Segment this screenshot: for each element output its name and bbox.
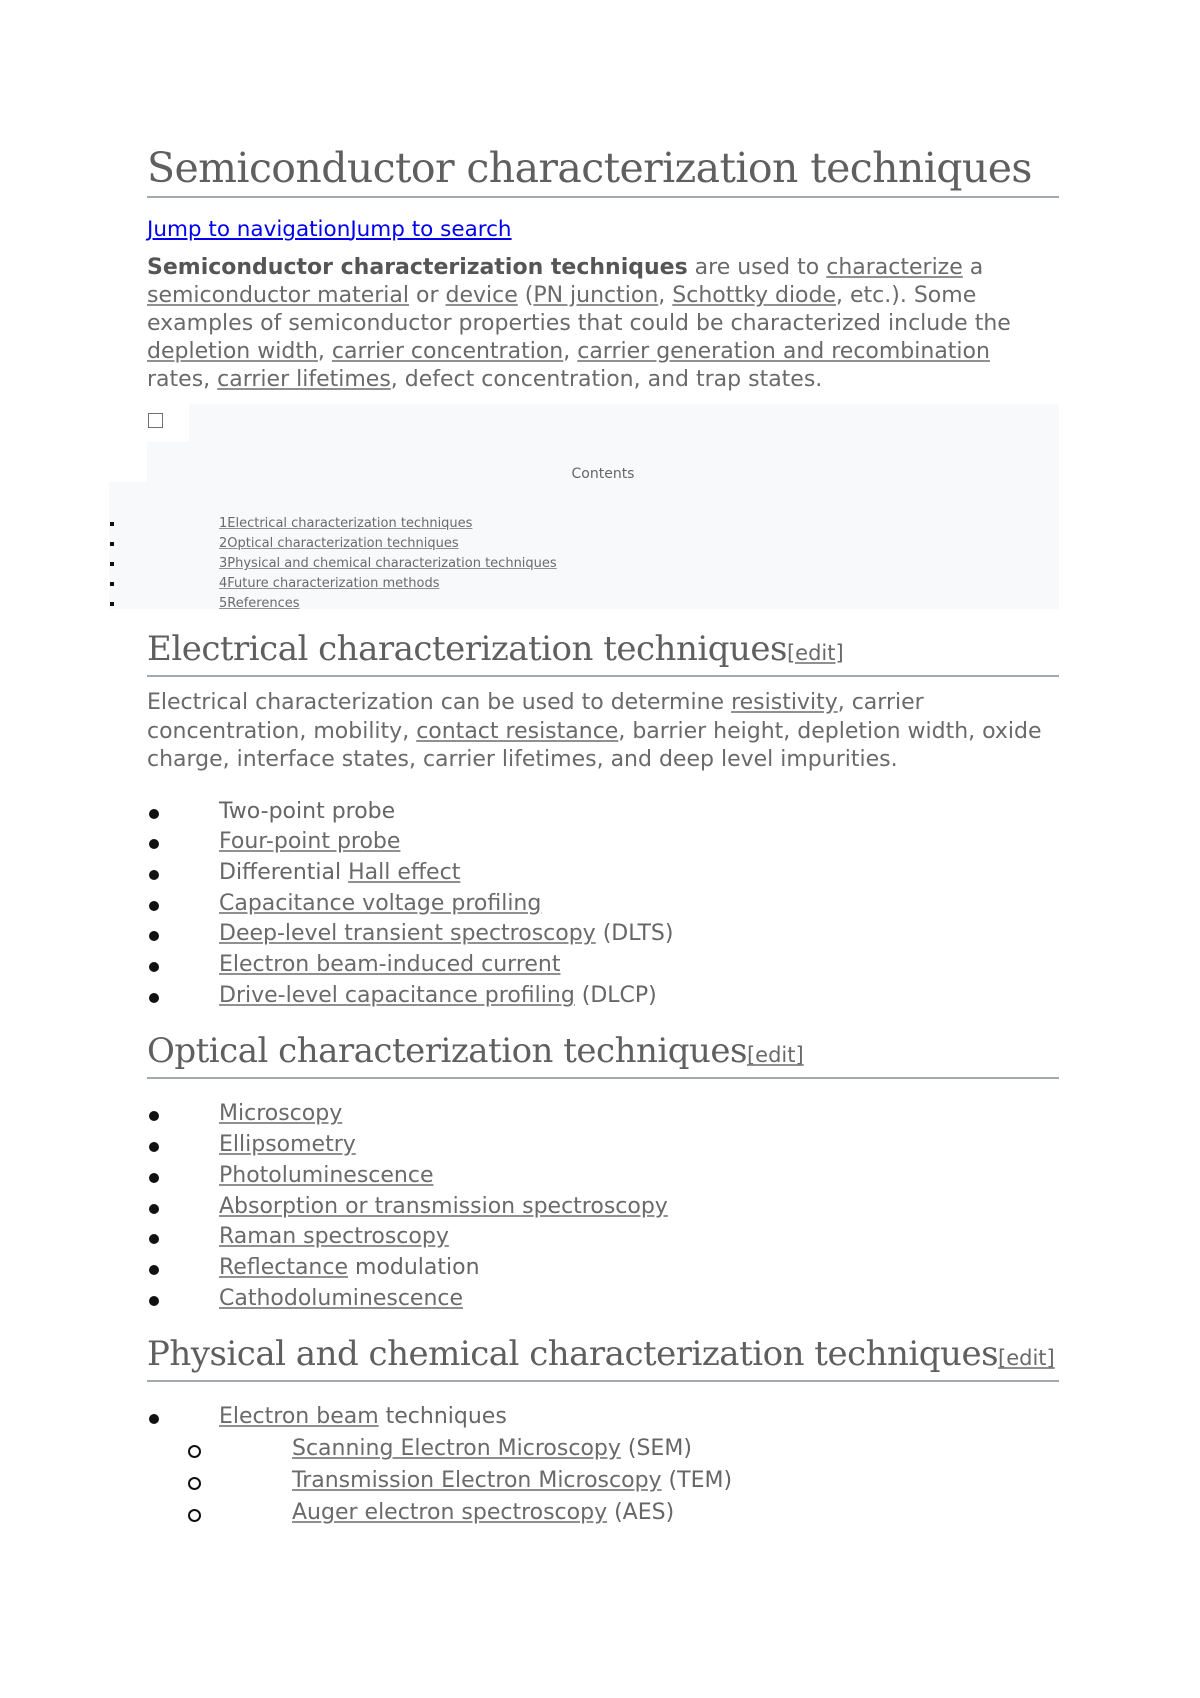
list-item-link[interactable]: Capacitance voltage profiling [219, 890, 542, 916]
intro-text: rates, [147, 367, 218, 392]
list-item [147, 827, 1059, 858]
circle-bullet-icon [188, 1477, 201, 1490]
list-item-text: techniques [378, 1404, 507, 1430]
bullet-icon [110, 582, 114, 586]
intro-text: are used to [687, 255, 827, 280]
electrical-paragraph [147, 689, 1059, 775]
list-item-link[interactable]: Electron beam-induced current [219, 952, 561, 978]
list-item [147, 1284, 1059, 1315]
toc-link[interactable]: 5References [219, 596, 300, 611]
bullet-icon [110, 522, 114, 526]
jump-to-navigation-link[interactable]: Jump to navigation [147, 217, 351, 242]
link-contact-resistance[interactable]: contact resistance [416, 718, 619, 744]
list-item-link[interactable]: Ellipsometry [219, 1132, 356, 1158]
intro-text: ( [517, 283, 534, 308]
list-item-link[interactable]: Raman spectroscopy [219, 1224, 449, 1250]
paragraph-text: , carrier concentration, mobility, [147, 690, 924, 744]
circle-bullet-icon [188, 1445, 201, 1458]
list-item-link[interactable]: Reflectance [219, 1254, 349, 1280]
toc-link[interactable]: 1Electrical characterization techniques [219, 516, 473, 531]
bullet-icon [149, 1234, 159, 1244]
link-carrier-lifetimes[interactable]: carrier lifetimes [217, 367, 391, 392]
list-item-link[interactable]: Transmission Electron Microscopy [292, 1468, 662, 1494]
jump-links [147, 216, 1059, 244]
bullet-icon [110, 562, 114, 566]
bullet-icon [149, 1414, 159, 1424]
list-item-text: (DLTS) [595, 921, 674, 947]
toc-toggle-checkbox[interactable] [148, 413, 163, 428]
link-device[interactable]: device [445, 283, 518, 308]
physical-techniques-list [147, 1402, 1059, 1529]
list-item [147, 1161, 1059, 1192]
paragraph-text: Electrical characterization can be used to determine [147, 690, 732, 715]
intro-text: , defect concentration, and trap states. [390, 367, 823, 392]
list-item-link[interactable]: Hall effect [348, 859, 461, 885]
bullet-icon [110, 542, 114, 546]
bullet-icon [149, 1111, 159, 1121]
list-item-link[interactable]: Photoluminescence [219, 1162, 434, 1188]
link-pn-junction[interactable]: PN junction [533, 283, 659, 308]
section-heading-electrical [147, 627, 1059, 677]
list-item-link[interactable]: Auger electron spectroscopy [292, 1500, 608, 1526]
bullet-icon [149, 839, 159, 849]
bullet-icon [149, 1265, 159, 1275]
list-item [147, 1497, 1059, 1529]
bullet-icon [149, 1296, 159, 1306]
list-item [147, 1130, 1059, 1161]
link-carrier-generation[interactable]: carrier generation and recombination [577, 339, 990, 364]
list-item [147, 919, 1059, 950]
list-item-text: modulation [348, 1254, 480, 1280]
bullet-icon [149, 1173, 159, 1183]
list-item [147, 950, 1059, 981]
list-item-link[interactable]: Microscopy [219, 1101, 343, 1127]
section-heading-text: Physical and chemical characterization techniques [147, 1334, 999, 1375]
article [147, 142, 1059, 1529]
list-item [147, 858, 1059, 889]
intro-text: or [409, 283, 446, 308]
intro-paragraph [147, 254, 1059, 394]
link-schottky-diode[interactable]: Schottky diode [672, 283, 837, 308]
edit-link[interactable]: [edit] [746, 1043, 804, 1068]
list-item-text: (TEM) [661, 1468, 733, 1494]
intro-text: , [317, 339, 332, 364]
intro-text: , [658, 283, 673, 308]
list-item-text: (SEM) [620, 1436, 692, 1462]
list-item [147, 1192, 1059, 1223]
list-item-link[interactable]: Four-point probe [219, 829, 401, 855]
bullet-icon [149, 901, 159, 911]
section-heading-optical [147, 1029, 1059, 1079]
bullet-icon [149, 870, 159, 880]
list-item [147, 1099, 1059, 1130]
list-item-link[interactable]: Deep-level transient spectroscopy [219, 921, 596, 947]
section-heading-text: Electrical characterization techniques [147, 629, 787, 669]
edit-link[interactable]: [edit] [786, 641, 844, 665]
toc-list-background [109, 482, 147, 609]
link-carrier-concentration[interactable]: carrier concentration [331, 339, 564, 364]
electrical-techniques-list [147, 797, 1059, 1012]
list-item [147, 1402, 1059, 1433]
list-item-link[interactable]: Absorption or transmission spectroscopy [219, 1193, 668, 1219]
list-item-link[interactable]: Drive-level capacitance profiling [219, 982, 575, 1008]
intro-bold-term: Semiconductor characterization techniques [147, 255, 688, 280]
paragraph-text: , barrier height, depletion width, oxide charge, interface states, carrier lifetimes, and deep level impurities. [147, 718, 1042, 772]
circle-bullet-icon [188, 1509, 201, 1522]
section-heading-physical [147, 1332, 1059, 1382]
list-item [147, 889, 1059, 920]
bullet-icon [149, 931, 159, 941]
bullet-icon [149, 993, 159, 1003]
intro-text: , etc.). Some examples of semiconductor properties that could be characterized include the [147, 283, 1011, 336]
list-item-text: (AES) [607, 1500, 675, 1526]
toc-link[interactable]: 2Optical characterization techniques [219, 536, 459, 551]
bullet-icon [149, 1142, 159, 1152]
list-item-link[interactable]: Scanning Electron Microscopy [292, 1436, 621, 1462]
list-item [147, 1465, 1059, 1497]
intro-text: , [563, 339, 578, 364]
section-heading-text: Optical characterization techniques [147, 1031, 747, 1072]
list-item [147, 1253, 1059, 1284]
list-item-text: Two-point probe [219, 798, 396, 824]
bullet-icon [110, 602, 114, 606]
link-depletion-width[interactable]: depletion width [147, 339, 318, 364]
list-item-text: (DLCP) [574, 982, 657, 1008]
list-item-link[interactable]: Cathodoluminescence [219, 1285, 464, 1311]
page-title: Semiconductor characterization techniques [147, 142, 1059, 198]
intro-text: a [962, 255, 984, 280]
link-semiconductor-material[interactable]: semiconductor material [147, 283, 409, 308]
list-item-link[interactable]: Electron beam [219, 1404, 379, 1430]
list-item [147, 797, 1059, 828]
toc-link[interactable]: 3Physical and chemical characterization techniques [219, 556, 557, 571]
edit-link[interactable]: [edit] [998, 1346, 1055, 1371]
list-item [147, 981, 1059, 1012]
list-item-text: Differential [219, 859, 349, 885]
toc-title: Contents [571, 466, 635, 482]
link-resistivity[interactable]: resistivity [731, 690, 838, 715]
link-characterize[interactable]: characterize [826, 255, 963, 280]
bullet-icon [149, 809, 159, 819]
list-item [147, 1222, 1059, 1253]
bullet-icon [149, 962, 159, 972]
jump-to-search-link[interactable]: Jump to search [350, 217, 512, 242]
toc-link[interactable]: 4Future characterization methods [219, 576, 440, 591]
list-item [147, 1433, 1059, 1465]
table-of-contents [147, 404, 1059, 609]
bullet-icon [149, 1204, 159, 1214]
optical-techniques-list [147, 1099, 1059, 1314]
